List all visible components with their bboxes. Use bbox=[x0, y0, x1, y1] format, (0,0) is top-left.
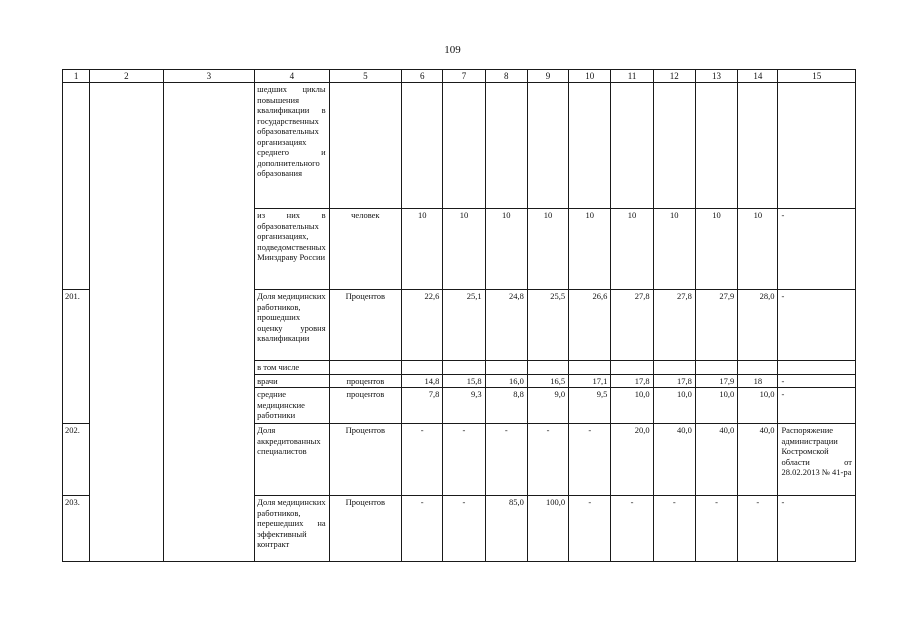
value-cell: - bbox=[611, 496, 653, 562]
column-header: 8 bbox=[485, 70, 527, 83]
indicator-name: Доля медицинских работников, прошедших оценку уровня квалификации bbox=[255, 290, 329, 361]
value-cell: - bbox=[569, 424, 611, 496]
value-cell: - bbox=[738, 496, 778, 562]
column-2-cell bbox=[90, 83, 163, 562]
value-cell: 27,8 bbox=[611, 290, 653, 361]
indicator-name: врачи bbox=[255, 374, 329, 388]
value-cell bbox=[402, 83, 443, 209]
indicator-table bbox=[62, 69, 856, 562]
value-cell: 40,0 bbox=[738, 424, 778, 496]
column-header: 14 bbox=[738, 70, 778, 83]
source-cell: Распоряжение администрации Костромской области от 28.02.2013 № 41-ра bbox=[778, 424, 856, 496]
page-number: 109 bbox=[444, 44, 461, 56]
value-cell: 10 bbox=[569, 209, 611, 290]
value-cell bbox=[695, 361, 737, 375]
value-cell: 22,6 bbox=[402, 290, 443, 361]
value-cell: 28,0 bbox=[738, 290, 778, 361]
column-header: 5 bbox=[329, 70, 401, 83]
value-cell bbox=[527, 83, 568, 209]
value-cell: - bbox=[485, 424, 527, 496]
unit-cell: Процентов bbox=[329, 290, 401, 361]
indicator-name: Доля аккредитованных специалистов bbox=[255, 424, 329, 496]
row-number-cell: 202. bbox=[63, 424, 90, 496]
value-cell: 26,6 bbox=[569, 290, 611, 361]
unit-cell: процентов bbox=[329, 388, 401, 424]
unit-cell: процентов bbox=[329, 374, 401, 388]
column-header: 4 bbox=[255, 70, 329, 83]
value-cell bbox=[653, 83, 695, 209]
value-cell: 10 bbox=[611, 209, 653, 290]
value-cell bbox=[695, 83, 737, 209]
source-cell: - bbox=[778, 290, 856, 361]
value-cell: 9,3 bbox=[443, 388, 485, 424]
value-cell: 27,8 bbox=[653, 290, 695, 361]
table-header-row bbox=[63, 70, 856, 83]
value-cell bbox=[738, 83, 778, 209]
source-cell bbox=[778, 361, 856, 375]
value-cell: 10 bbox=[653, 209, 695, 290]
value-cell: 10,0 bbox=[695, 388, 737, 424]
value-cell: - bbox=[402, 424, 443, 496]
value-cell bbox=[569, 361, 611, 375]
unit-cell bbox=[329, 361, 401, 375]
value-cell bbox=[527, 361, 568, 375]
column-header: 9 bbox=[527, 70, 568, 83]
value-cell: 27,9 bbox=[695, 290, 737, 361]
value-cell: - bbox=[653, 496, 695, 562]
value-cell bbox=[443, 83, 485, 209]
column-header: 7 bbox=[443, 70, 485, 83]
value-cell: 25,5 bbox=[527, 290, 568, 361]
indicator-name: средние медицинские работники bbox=[255, 388, 329, 424]
indicator-name: в том числе bbox=[255, 361, 329, 375]
value-cell: 10,0 bbox=[653, 388, 695, 424]
source-cell: - bbox=[778, 496, 856, 562]
value-cell: - bbox=[443, 424, 485, 496]
column-header: 15 bbox=[778, 70, 856, 83]
value-cell bbox=[443, 361, 485, 375]
value-cell: 16,0 bbox=[485, 374, 527, 388]
indicator-name: из них в образовательных организациях, подведомственных Минздраву России bbox=[255, 209, 329, 290]
value-cell bbox=[653, 361, 695, 375]
value-cell: - bbox=[402, 496, 443, 562]
value-cell: 10 bbox=[527, 209, 568, 290]
value-cell: 10 bbox=[485, 209, 527, 290]
unit-cell: Процентов bbox=[329, 496, 401, 562]
value-cell: 10,0 bbox=[738, 388, 778, 424]
value-cell: - bbox=[527, 424, 568, 496]
column-header: 6 bbox=[402, 70, 443, 83]
value-cell: 9,5 bbox=[569, 388, 611, 424]
value-cell: 10,0 bbox=[611, 388, 653, 424]
value-cell bbox=[738, 361, 778, 375]
indicator-name: Доля медицинских работников, перешедших на эффективный контракт bbox=[255, 496, 329, 562]
value-cell: 40,0 bbox=[653, 424, 695, 496]
value-cell bbox=[402, 361, 443, 375]
unit-cell bbox=[329, 83, 401, 209]
value-cell: 10 bbox=[402, 209, 443, 290]
value-cell bbox=[611, 83, 653, 209]
indicator-name: шедших циклы повышения квалификации в государственных образовательных организациях среднего и дополнительного образования bbox=[255, 83, 329, 209]
value-cell: - bbox=[695, 496, 737, 562]
column-3-cell bbox=[163, 83, 255, 562]
value-cell: 25,1 bbox=[443, 290, 485, 361]
row-number-cell: 203. bbox=[63, 496, 90, 562]
column-header: 11 bbox=[611, 70, 653, 83]
value-cell bbox=[485, 83, 527, 209]
value-cell: 7,8 bbox=[402, 388, 443, 424]
value-cell: 20,0 bbox=[611, 424, 653, 496]
value-cell: 85,0 bbox=[485, 496, 527, 562]
column-header: 1 bbox=[63, 70, 90, 83]
value-cell: 17,8 bbox=[611, 374, 653, 388]
value-cell: 17,9 bbox=[695, 374, 737, 388]
row-number-cell: 201. bbox=[63, 290, 90, 424]
value-cell: 14,8 bbox=[402, 374, 443, 388]
value-cell: 15,8 bbox=[443, 374, 485, 388]
value-cell: 17,1 bbox=[569, 374, 611, 388]
value-cell bbox=[611, 361, 653, 375]
value-cell: 18 bbox=[738, 374, 778, 388]
column-header: 10 bbox=[569, 70, 611, 83]
value-cell: 17,8 bbox=[653, 374, 695, 388]
table-row bbox=[63, 83, 856, 209]
column-header: 12 bbox=[653, 70, 695, 83]
value-cell: 100,0 bbox=[527, 496, 568, 562]
source-cell: - bbox=[778, 374, 856, 388]
source-cell: - bbox=[778, 388, 856, 424]
source-cell: - bbox=[778, 209, 856, 290]
value-cell: 16,5 bbox=[527, 374, 568, 388]
value-cell bbox=[569, 83, 611, 209]
value-cell: 40,0 bbox=[695, 424, 737, 496]
column-header: 3 bbox=[163, 70, 255, 83]
value-cell: 9,0 bbox=[527, 388, 568, 424]
source-cell bbox=[778, 83, 856, 209]
column-header: 13 bbox=[695, 70, 737, 83]
unit-cell: Процентов bbox=[329, 424, 401, 496]
value-cell: 10 bbox=[443, 209, 485, 290]
row-number-cell bbox=[63, 83, 90, 290]
value-cell: 10 bbox=[738, 209, 778, 290]
unit-cell: человек bbox=[329, 209, 401, 290]
column-header: 2 bbox=[90, 70, 163, 83]
value-cell: 10 bbox=[695, 209, 737, 290]
value-cell: 24,8 bbox=[485, 290, 527, 361]
value-cell: - bbox=[443, 496, 485, 562]
value-cell bbox=[485, 361, 527, 375]
value-cell: 8,8 bbox=[485, 388, 527, 424]
value-cell: - bbox=[569, 496, 611, 562]
